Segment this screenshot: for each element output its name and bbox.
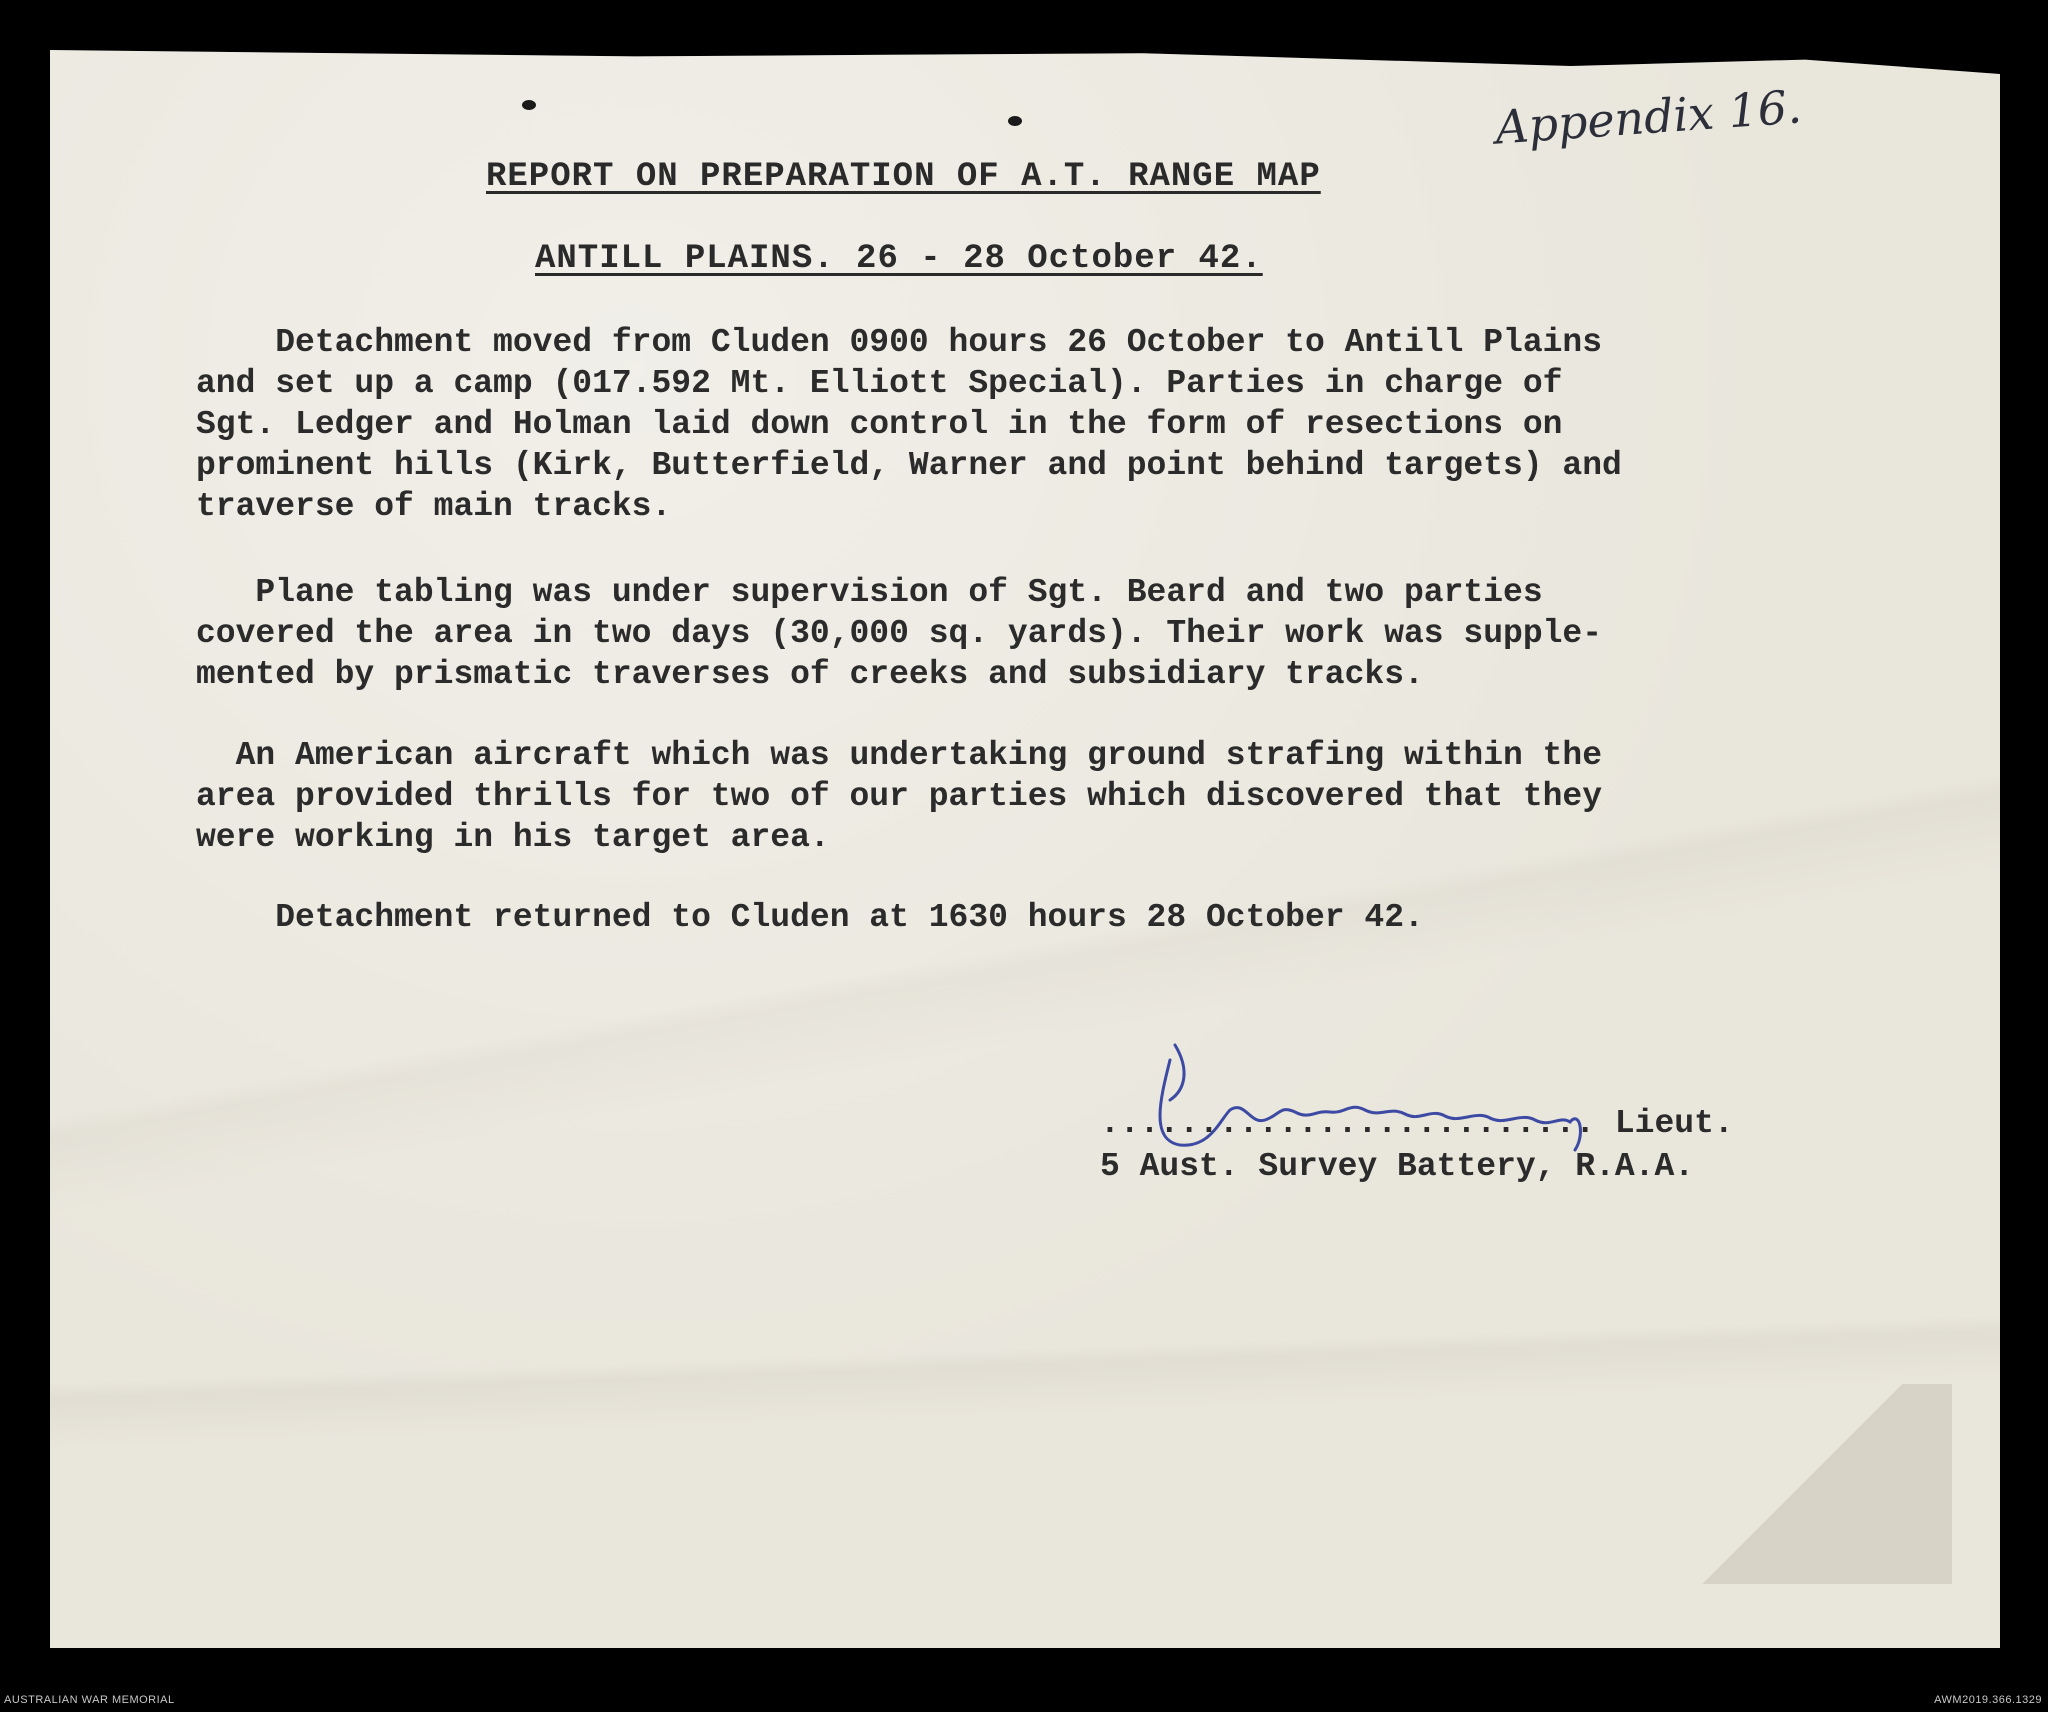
report-title: REPORT ON PREPARATION OF A.T. RANGE MAP [486, 158, 1321, 196]
paragraph-3: An American aircraft which was undertaking ground strafing within the area provided thrills for two of our parties which discovered that they were working in his target area. [196, 737, 1603, 856]
signature-line: ......................... Lieut. [1100, 1105, 1734, 1142]
footer-catalog-number: AWM2019.366.1329 [1934, 1694, 2042, 1706]
paragraph-4: Detachment returned to Cluden at 1630 hours 28 October 42. [196, 899, 1424, 936]
report-subtitle: ANTILL PLAINS. 26 - 28 October 42. [535, 240, 1263, 278]
punch-hole-right [1008, 116, 1022, 126]
handwritten-annotation: Appendix 16. [1493, 79, 1804, 155]
punch-hole-left [522, 100, 536, 110]
footer-institution: AUSTRALIAN WAR MEMORIAL [4, 1694, 175, 1706]
signature-block [1100, 1102, 1734, 1188]
paragraph-1: Detachment moved from Cluden 0900 hours 26 October to Antill Plains and set up a camp (017.592 Mt. Elliott Special). Parties in charge of Sgt. Ledger and Holman laid down control in the form of resections on prominent hills (Kirk, Butterfield, Warner and point behind targets) and traverse of main tracks. [196, 324, 1622, 525]
paper-corner-fold [1652, 1384, 1952, 1584]
unit-line: 5 Aust. Survey Battery, R.A.A. [1100, 1148, 1695, 1185]
paragraph-2: Plane tabling was under supervision of Sgt. Beard and two parties covered the area in two days (30,000 sq. yards). Their work was supple- mented by prismatic traverses of creeks and subsidiary tracks. [196, 574, 1603, 693]
